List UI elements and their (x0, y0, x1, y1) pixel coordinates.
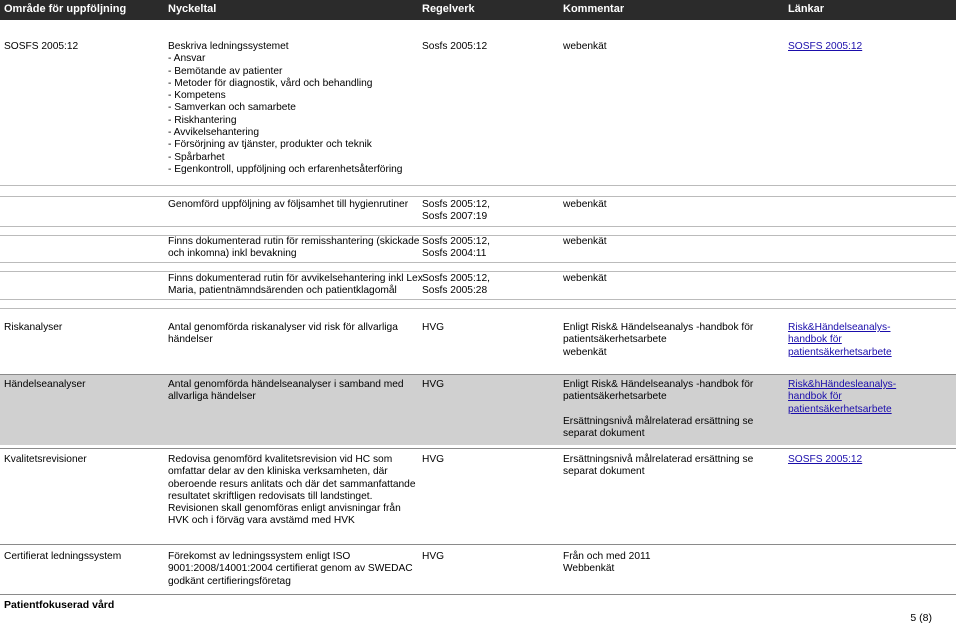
table-header (0, 0, 956, 20)
rule-cell: HVG (422, 322, 445, 333)
rule-line: Sosfs 2007:19 (422, 211, 488, 223)
rule-cell: HVG (422, 379, 445, 390)
event-link[interactable]: patientsäkerhetsarbete (788, 403, 892, 415)
indicator-cell (168, 379, 420, 404)
indicator-line: Finns dokumenterad rutin för remisshantering (skickade (168, 236, 420, 247)
header-rule: Regelverk (422, 3, 475, 15)
indicator-cell (168, 273, 423, 298)
indicator-line: omfattar delar av den kliniska verksamheten, där (168, 466, 388, 478)
area-cell: Certifierat ledningssystem (4, 551, 122, 562)
table-row-risk (0, 322, 956, 368)
comment-cell: webenkät (563, 236, 607, 247)
indicator-line: Antal genomförda riskanalyser vid risk för allvarliga (168, 322, 398, 333)
section-divider (0, 594, 956, 595)
indicator-line: 9001:2008/14001:2004 certifierat genom av SWEDAC (168, 563, 413, 575)
area-cell: SOSFS 2005:12 (4, 41, 79, 52)
page-number: 5 (8) (910, 612, 932, 624)
table-row (0, 273, 956, 301)
indicator-line: händelser (168, 334, 213, 346)
rule-cell (422, 199, 560, 224)
comment-line: patientsäkerhetsarbete (563, 391, 667, 403)
header-comment: Kommentar (563, 3, 625, 15)
indicator-line: godkänt certifieringsföretag (168, 575, 291, 587)
row-divider (0, 262, 956, 272)
indicator-line: - Riskhantering (168, 114, 237, 126)
indicator-line: Revisionen skall genomföras enligt anvisningar från (168, 503, 401, 515)
rule-cell (422, 273, 560, 298)
comment-cell: webenkät (563, 273, 607, 284)
indicator-cell (168, 322, 420, 347)
rule-cell: HVG (422, 551, 445, 562)
area-cell: Riskanalyser (4, 322, 63, 333)
indicator-line: resultatet skriftligen redovisats till landstinget. (168, 490, 373, 502)
risk-link[interactable]: patientsäkerhetsarbete (788, 346, 892, 358)
risk-link[interactable]: handbok för (788, 334, 842, 346)
indicator-line: - Egenkontroll, uppföljning och erfarenhetsåterföring (168, 163, 403, 175)
rule-line: Sosfs 2005:28 (422, 285, 488, 297)
indicator-line: - Avvikelsehantering (168, 127, 259, 139)
row-divider (0, 185, 956, 197)
indicator-line: Beskriva ledningssystemet (168, 41, 289, 52)
indicator-line: allvarliga händelser (168, 391, 256, 403)
comment-cell: webenkät (563, 199, 607, 210)
comment-line: Webbenkät (563, 563, 615, 575)
rule-cell: Sosfs 2005:12 (422, 41, 488, 52)
indicator-line: Genomförd uppföljning av följsamhet till hygienrutiner (168, 199, 409, 210)
comment-line: Från och med 2011 (563, 551, 651, 562)
rule-cell: HVG (422, 454, 445, 465)
indicator-line: - Samverkan och samarbete (168, 102, 296, 114)
indicator-line: Redovisa genomförd kvalitetsrevision vid HC som (168, 454, 393, 465)
table-row-cert (0, 544, 956, 593)
area-cell: Händelseanalyser (4, 379, 86, 390)
indicator-line: - Försörjning av tjänster, produkter och teknik (168, 139, 372, 151)
header-area: Område för uppföljning (4, 3, 127, 15)
indicator-line: oberoende resurs anlitats och där det sammanfattande (168, 478, 416, 490)
header-indicator: Nyckeltal (168, 3, 217, 15)
table-row (0, 236, 956, 264)
event-link[interactable]: Risk&hHändesleanalys- (788, 379, 897, 390)
rule-line: Sosfs 2005:12, (422, 199, 490, 210)
indicator-cell (168, 41, 420, 176)
link-cell[interactable] (788, 41, 956, 53)
comment-line: separat dokument (563, 466, 645, 478)
rule-line: Sosfs 2005:12, (422, 236, 490, 247)
section-label: Patientfokuserad vård (4, 599, 115, 611)
comment-line: separat dokument (563, 427, 645, 439)
indicator-line: Förekomst av ledningssystem enligt ISO (168, 551, 351, 562)
comment-spacer (563, 404, 783, 416)
link-cell[interactable] (788, 379, 956, 416)
indicator-line: HVK och i förväg vara avstämd med HVK (168, 515, 355, 527)
comment-line: Ersättningsnivå målrelaterad ersättning se (563, 454, 754, 465)
indicator-cell (168, 236, 420, 261)
comment-line: webenkät (563, 346, 607, 358)
link-cell[interactable] (788, 322, 956, 359)
area-cell: Kvalitetsrevisioner (4, 454, 87, 465)
row-divider (0, 226, 956, 236)
comment-line: Enligt Risk& Händelseanalys -handbok för (563, 379, 754, 390)
risk-link[interactable]: Risk&Händelseanalys- (788, 322, 891, 333)
indicator-line: - Metoder för diagnostik, vård och behandling (168, 77, 373, 89)
comment-cell (563, 454, 783, 479)
indicator-line: - Bemötande av patienter (168, 65, 283, 77)
header-links: Länkar (788, 3, 825, 15)
comment-cell: webenkät (563, 41, 607, 52)
comment-cell (563, 379, 783, 440)
indicator-line: Maria, patientnämndsärenden och patientklagomål (168, 285, 397, 297)
event-link[interactable]: handbok för (788, 391, 842, 403)
indicator-cell (168, 551, 420, 588)
comment-line: patientsäkerhetsarbete (563, 334, 667, 346)
indicator-line: - Kompetens (168, 90, 226, 102)
indicator-cell (168, 199, 420, 211)
comment-line: Enligt Risk& Händelseanalys -handbok för (563, 322, 754, 333)
row-divider (0, 299, 956, 309)
rule-line: Sosfs 2004:11 (422, 248, 487, 260)
quality-link[interactable]: SOSFS 2005:12 (788, 454, 863, 465)
indicator-line: och inkomna) inkl bevakning (168, 248, 297, 260)
rule-cell (422, 236, 560, 261)
indicator-line: Antal genomförda händelseanalyser i samband med (168, 379, 404, 390)
table-row-sosfs (0, 41, 956, 181)
rule-line: Sosfs 2005:12, (422, 273, 490, 284)
comment-cell (563, 551, 783, 576)
sosfs-link[interactable]: SOSFS 2005:12 (788, 41, 863, 52)
indicator-line: Finns dokumenterad rutin för avvikelsehantering inkl Lex (168, 273, 423, 284)
comment-cell (563, 322, 783, 359)
indicator-line: - Ansvar (168, 53, 206, 65)
indicator-line: - Spårbarhet (168, 151, 225, 163)
comment-line: Ersättningsnivå målrelaterad ersättning se (563, 415, 754, 427)
indicator-cell (168, 454, 420, 528)
table-row-quality (0, 448, 956, 531)
table-row-events (0, 374, 956, 445)
link-cell[interactable] (788, 454, 956, 466)
table-row (0, 199, 956, 227)
